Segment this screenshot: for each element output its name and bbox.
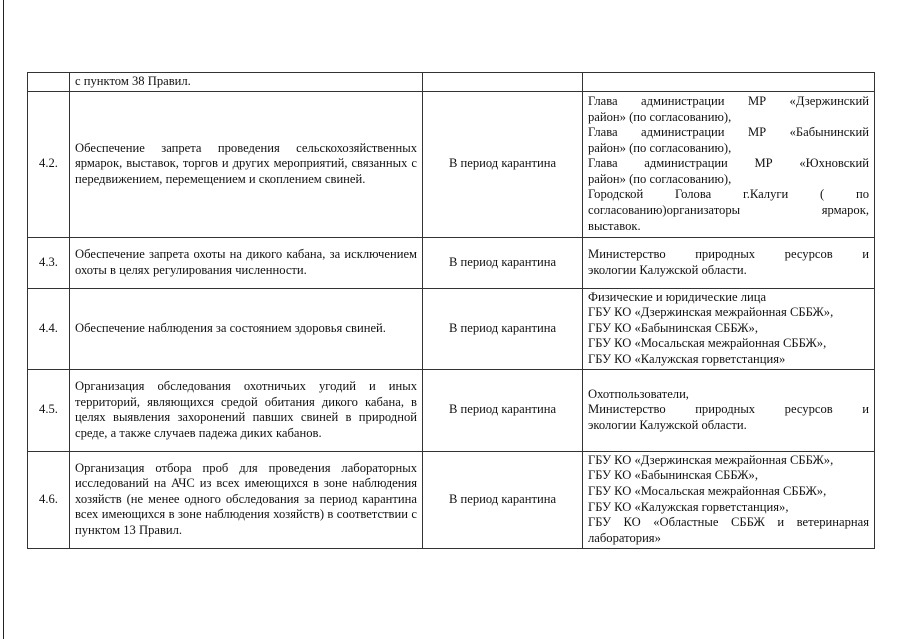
responsible-line: лаборатория» — [588, 530, 661, 545]
period-text — [423, 73, 583, 92]
responsible-line: Охотпользователи, — [588, 386, 689, 401]
responsible-line: район» (по согласованию), — [588, 109, 732, 124]
responsible-text — [583, 451, 875, 548]
responsible-line: ГБУ КО «Мосальская межрайонная СББЖ», — [588, 336, 827, 351]
row-number: 4.3. — [28, 237, 70, 288]
responsible-text — [583, 91, 875, 237]
period-text: В период карантина — [423, 451, 583, 548]
row-number: 4.5. — [28, 369, 70, 451]
responsible-line: экологии Калужской области. — [588, 262, 747, 277]
row-number: 4.4. — [28, 288, 70, 369]
table-row — [28, 369, 875, 451]
period-text: В период карантина — [423, 237, 583, 288]
row-number: 4.6. — [28, 451, 70, 548]
measure-text: Обеспечение наблюдения за состоянием здоровья свиней. — [70, 288, 423, 369]
responsible-line: ГБУ КО «Калужская горветстанция» — [588, 351, 786, 366]
row-number: 4.2. — [28, 91, 70, 237]
responsible-line: Глава администрации МР «Юхновский — [588, 156, 869, 171]
responsible-line: ГБУ КО «Областные СББЖ и ветеринарная — [588, 515, 869, 530]
measure-text: Организация отбора проб для проведения лабораторных исследований на АЧС из всех имеющихся в зоне наблюдения хозяйств (не менее одного обследования за период карантина всех имеющихся в зоне наблюдения хозяйств) в соответствии с пунктом 13 Правил. — [70, 451, 423, 548]
responsible-text — [583, 369, 875, 451]
responsible-line: Глава администрации МР «Дзержинский — [588, 93, 869, 108]
table-row — [28, 451, 875, 548]
responsible-line: ГБУ КО «Дзержинская межрайонная СББЖ», — [588, 452, 834, 467]
measure-text: Обеспечение запрета охоты на дикого кабана, за исключением охоты в целях регулирования численности. — [70, 237, 423, 288]
responsible-line: Городской Голова г.Калуги ( по — [588, 187, 869, 202]
page-edge-line — [3, 0, 4, 639]
measure-text: Обеспечение запрета проведения сельскохозяйственных ярмарок, выставок, торгов и других мероприятий, связанных с передвижением, перемещением и скоплением свиней. — [70, 91, 423, 237]
responsible-line: ГБУ КО «Дзержинская межрайонная СББЖ», — [588, 305, 834, 320]
responsible-text — [583, 288, 875, 369]
responsible-line: ГБУ КО «Бабынинская СББЖ», — [588, 468, 758, 483]
responsible-line: ГБУ КО «Бабынинская СББЖ», — [588, 320, 758, 335]
table-row — [28, 73, 875, 92]
responsible-text — [583, 237, 875, 288]
responsible-line: район» (по согласованию), — [588, 171, 732, 186]
responsible-line: экологии Калужской области. — [588, 417, 747, 432]
responsible-line: согласованию)организаторы ярмарок, — [588, 203, 869, 218]
responsible-line: Министерство природных ресурсов и — [588, 247, 869, 261]
table-row — [28, 237, 875, 288]
table-row — [28, 91, 875, 237]
responsible-line: Физические и юридические лица — [588, 289, 767, 304]
measure-text: с пунктом 38 Правил. — [70, 73, 423, 92]
period-text: В период карантина — [423, 288, 583, 369]
measure-text: Организация обследования охотничьих угодий и иных территорий, являющихся средой обитания дикого кабана, в целях выявления захоронений павших свиней в природной среде, а также случаев падежа диких кабанов. — [70, 369, 423, 451]
period-text: В период карантина — [423, 91, 583, 237]
responsible-text — [583, 73, 875, 92]
responsible-line: выставок. — [588, 218, 641, 233]
period-text: В период карантина — [423, 369, 583, 451]
measures-table — [27, 72, 875, 549]
row-number — [28, 73, 70, 92]
table-row — [28, 288, 875, 369]
responsible-line: Глава администрации МР «Бабынинский — [588, 125, 869, 140]
responsible-line: район» (по согласованию), — [588, 140, 732, 155]
responsible-line: Министерство природных ресурсов и — [588, 402, 869, 417]
responsible-line: ГБУ КО «Калужская горветстанция», — [588, 499, 789, 514]
responsible-line: ГБУ КО «Мосальская межрайонная СББЖ», — [588, 484, 827, 498]
